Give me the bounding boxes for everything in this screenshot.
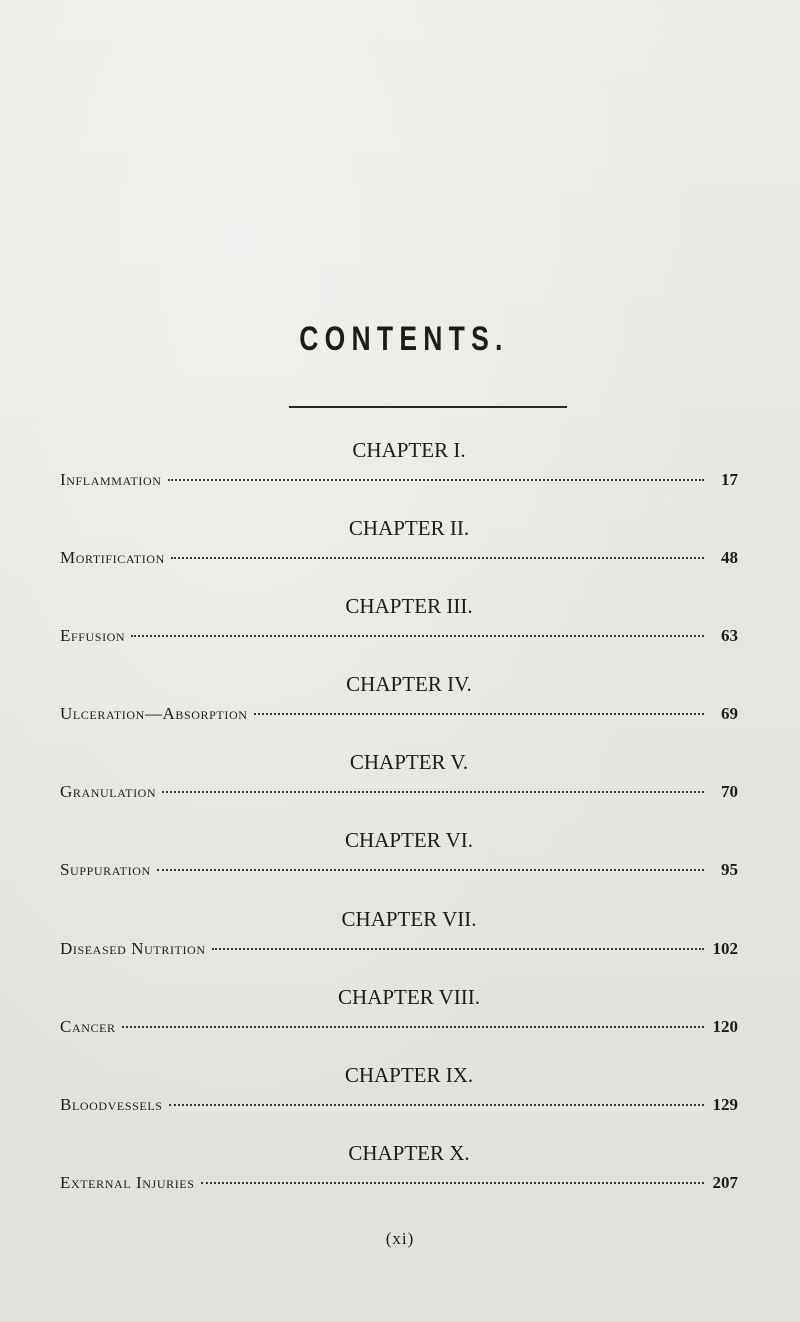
toc-entry-page: 17 [721,470,738,489]
chapter-heading: CHAPTER IX. [344,1063,474,1087]
toc-entry-title: Effusion [60,626,126,645]
toc-entry[interactable] [60,1095,738,1119]
chapter-heading: CHAPTER III. [345,594,473,618]
chapter-heading: CHAPTER VII. [341,907,477,931]
toc-entry-page: 102 [712,939,738,958]
page-number: (xi) [385,1229,415,1248]
chapter-heading: CHAPTER I. [352,438,466,462]
dot-leader [131,635,704,637]
dot-leader [171,557,704,559]
toc-entry-title: Suppuration [60,860,151,879]
toc-entry-page: 120 [712,1017,738,1036]
toc-entry-title: Bloodvessels [60,1095,163,1114]
toc-entry[interactable] [60,704,738,728]
toc-entry-title: Mortification [60,548,165,567]
toc-entry-page: 69 [721,704,738,723]
dot-leader [212,948,704,950]
toc-entry-page: 63 [721,626,738,645]
toc-entry[interactable] [60,1173,738,1197]
page-title: CONTENTS. [299,320,509,358]
dot-leader [168,479,704,481]
toc-entry-page: 48 [721,548,738,567]
toc-entry-title: Ulceration—Absorption [60,704,248,723]
dot-leader [254,713,705,715]
toc-entry-page: 207 [712,1173,738,1192]
toc-entry[interactable] [60,470,738,494]
toc-entry[interactable] [60,860,738,884]
toc-entry-page: 95 [721,860,738,879]
title-rule [289,406,567,408]
toc-entry-page: 70 [721,782,738,801]
toc-entry[interactable] [60,626,738,650]
toc-entry-title: Diseased Nutrition [60,939,206,958]
toc-entry-title: External Injuries [60,1173,195,1192]
toc-entry[interactable] [60,939,738,963]
toc-entry[interactable] [60,782,738,806]
toc-entry-title: Granulation [60,782,157,801]
chapter-heading: CHAPTER VI. [345,828,473,852]
toc-entry[interactable] [60,548,738,572]
toc-entry[interactable] [60,1017,738,1041]
chapter-heading: CHAPTER VIII. [338,985,480,1009]
dot-leader [157,869,704,871]
dot-leader [162,791,704,793]
toc-entry-page: 129 [712,1095,738,1114]
chapter-heading: CHAPTER II. [348,516,470,540]
toc-entry-title: Cancer [60,1017,116,1036]
dot-leader [169,1104,704,1106]
toc-entry-title: Inflammation [60,470,162,489]
chapter-heading: CHAPTER X. [348,1141,470,1165]
dot-leader [122,1026,704,1028]
dot-leader [201,1182,705,1184]
chapter-heading: CHAPTER IV. [346,672,472,696]
chapter-heading: CHAPTER V. [349,750,469,774]
